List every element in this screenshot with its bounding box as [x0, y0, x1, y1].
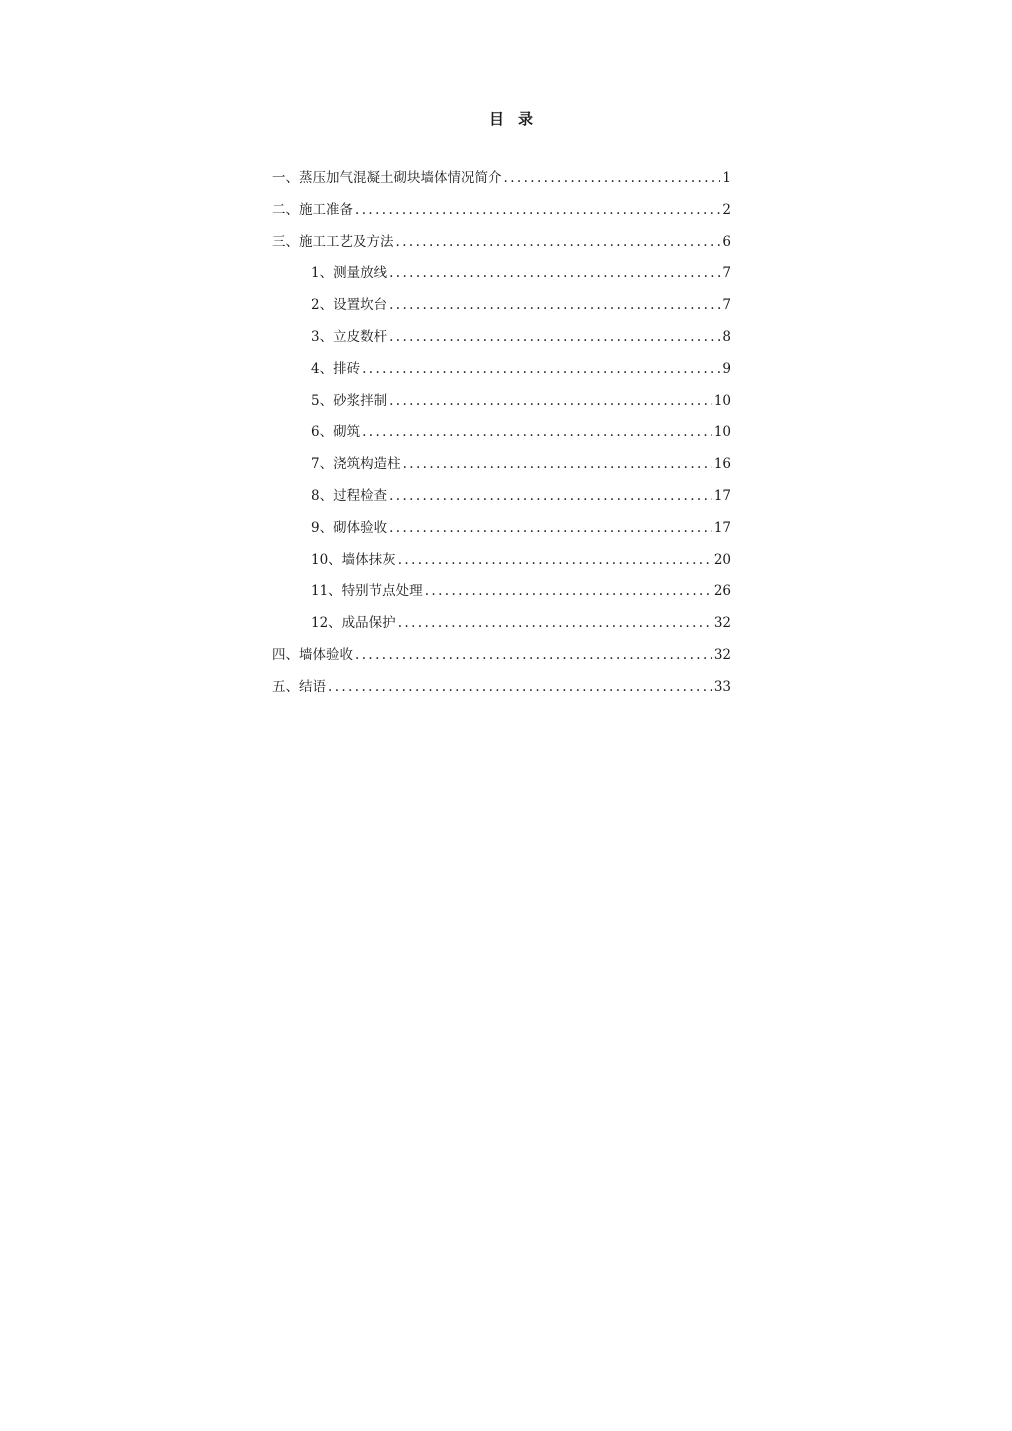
toc-page-number: 9	[722, 360, 731, 377]
toc-subentry	[272, 325, 731, 357]
toc-dot-leader	[362, 420, 712, 444]
toc-subentry	[272, 261, 731, 293]
toc-entry-label: 7、浇筑构造柱	[311, 456, 401, 473]
toc-entry	[272, 643, 731, 675]
toc-entry-label: 2、设置坎台	[311, 297, 388, 314]
toc-dot-leader	[398, 548, 712, 572]
toc-page-number: 26	[713, 583, 731, 600]
toc-dot-leader	[398, 611, 712, 635]
toc-entry	[272, 675, 731, 707]
toc-entry-label: 一、蒸压加气混凝土砌块墙体情况简介	[272, 170, 502, 186]
toc-page-number: 32	[713, 646, 731, 663]
toc-subentry	[272, 389, 731, 421]
toc-entry-label: 11、特别节点处理	[311, 583, 423, 600]
toc-page-number: 8	[722, 328, 731, 345]
toc-dot-leader	[425, 579, 712, 603]
toc-entry-label: 9、砌体验收	[311, 519, 388, 536]
toc-entry	[272, 198, 731, 230]
toc-subentry	[272, 484, 731, 516]
toc-entry-label: 3、立皮数杆	[311, 328, 388, 345]
toc-entry	[272, 230, 731, 262]
toc-entry-label: 五、结语	[272, 678, 326, 695]
toc-page-number: 2	[722, 201, 731, 218]
toc-dot-leader	[504, 166, 721, 190]
toc-entry	[272, 166, 731, 198]
toc-subentry	[272, 611, 731, 643]
toc-dot-leader	[389, 484, 712, 508]
toc-dot-leader	[389, 325, 720, 349]
toc-entry-label: 12、成品保护	[311, 615, 396, 632]
toc-subentry	[272, 579, 731, 611]
toc-entry-label: 8、过程检查	[311, 487, 388, 504]
toc-page-number: 32	[713, 615, 731, 632]
toc-dot-leader	[389, 516, 712, 540]
toc-page-number: 17	[713, 487, 731, 504]
toc-page-number: 20	[713, 551, 731, 568]
toc-subentry	[272, 357, 731, 389]
toc-subentry	[272, 452, 731, 484]
toc-entry-label: 四、墙体验收	[272, 646, 353, 663]
toc-page-number: 6	[722, 233, 731, 250]
toc-list	[272, 166, 731, 707]
toc-dot-leader	[389, 261, 720, 285]
toc-entry-label: 6、砌筑	[311, 424, 361, 441]
toc-page-number: 10	[713, 392, 731, 409]
toc-page-number: 10	[713, 424, 731, 441]
toc-subentry	[272, 420, 731, 452]
toc-subentry	[272, 516, 731, 548]
toc-dot-leader	[355, 643, 712, 667]
toc-dot-leader	[362, 357, 720, 381]
toc-page-number: 1	[722, 170, 731, 186]
toc-dot-leader	[389, 293, 720, 317]
toc-entry-label: 二、施工准备	[272, 201, 353, 218]
toc-title: 目录	[488, 110, 547, 128]
toc-entry-label: 1、测量放线	[311, 265, 388, 282]
toc-subentry	[272, 293, 731, 325]
toc-page-number: 16	[713, 456, 731, 473]
toc-entry-label: 4、排砖	[311, 360, 361, 377]
toc-dot-leader	[389, 389, 712, 413]
toc-dot-leader	[328, 675, 712, 699]
toc-subentry	[272, 548, 731, 580]
toc-dot-leader	[396, 230, 721, 254]
toc-entry-label: 10、墙体抹灰	[311, 551, 396, 568]
toc-dot-leader	[403, 452, 712, 476]
toc-page-number: 7	[722, 297, 731, 314]
toc-page-number: 17	[713, 519, 731, 536]
toc-entry-label: 5、砂浆拌制	[311, 392, 388, 409]
toc-page-number: 33	[713, 678, 731, 695]
toc-entry-label: 三、施工工艺及方法	[272, 233, 394, 250]
toc-dot-leader	[355, 198, 720, 222]
toc-page-number: 7	[722, 265, 731, 282]
